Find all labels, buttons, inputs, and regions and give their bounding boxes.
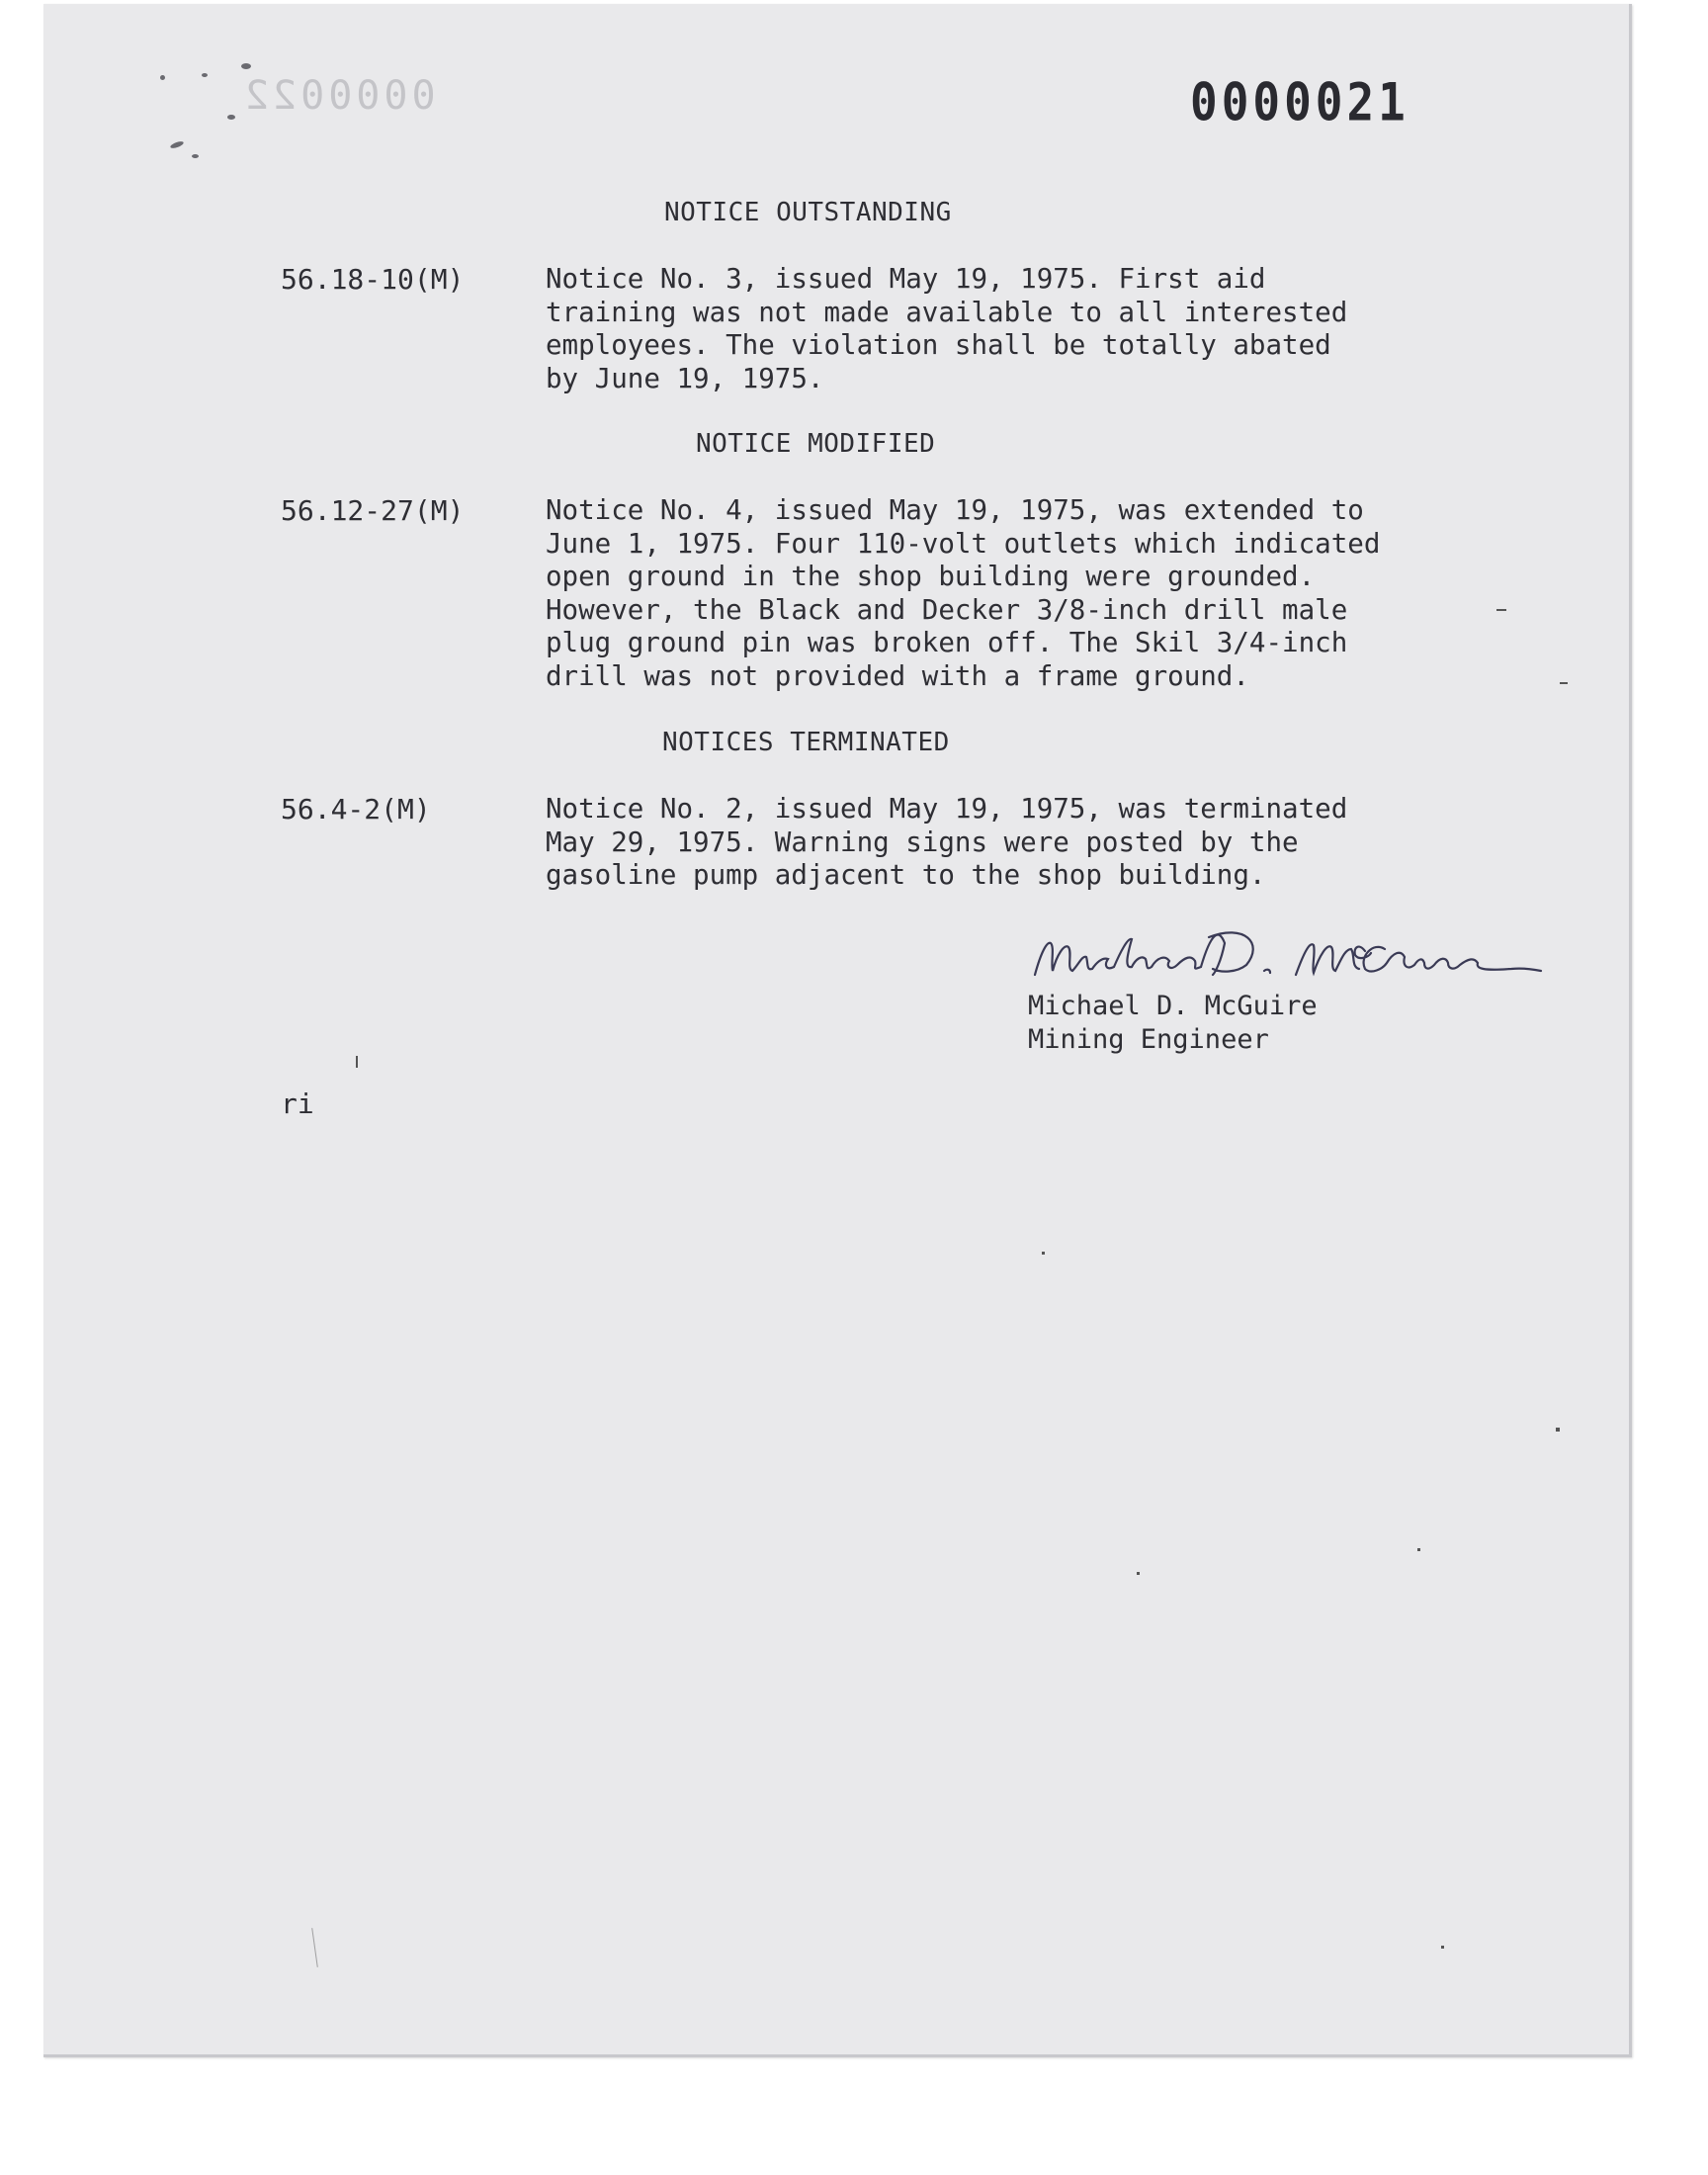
page-speck	[1042, 1252, 1045, 1255]
section-heading-terminated: NOTICES TERMINATED	[662, 728, 950, 757]
document-page	[43, 4, 1632, 2057]
section-heading-modified: NOTICE MODIFIED	[696, 429, 936, 459]
ink-smudge	[160, 75, 165, 80]
handwritten-signature	[1017, 914, 1551, 993]
section-text-terminated: Notice No. 2, issued May 19, 1975, was terminated May 29, 1975. Warning signs were posted by the gasoline pump adjacent to the shop building.	[546, 793, 1348, 892]
page-speck	[1441, 1946, 1444, 1949]
typist-initials: ri	[281, 1088, 314, 1120]
section-heading-outstanding: NOTICE OUTSTANDING	[664, 198, 952, 227]
page-speck	[356, 1056, 358, 1068]
section-text-modified: Notice No. 4, issued May 19, 1975, was extended to June 1, 1975. Four 110-volt outlets which indicated open ground in the shop building were grounded. However, the Black and Decker 3/8-inch drill male plug ground pin was broken off. The Skil 3/4-inch drill was not provided with a frame ground.	[546, 494, 1381, 692]
page-speck	[1556, 1428, 1560, 1432]
page-speck	[311, 1928, 318, 1967]
page-speck	[1137, 1572, 1140, 1575]
ink-smudge	[192, 154, 199, 158]
ink-smudge	[227, 115, 235, 120]
page-speck	[1560, 682, 1568, 684]
ink-smudge	[241, 63, 251, 69]
document-number: 0000021	[1190, 70, 1409, 133]
section-code-modified: 56.12-27(M)	[281, 494, 465, 527]
signer-name: Michael D. McGuire	[1028, 991, 1318, 1021]
ink-smudge	[202, 73, 208, 77]
section-text-outstanding: Notice No. 3, issued May 19, 1975. First aid training was not made available to all interested employees. The violation shall be totally abated by June 19, 1975.	[546, 263, 1348, 394]
signer-title: Mining Engineer	[1028, 1024, 1269, 1055]
page-speck	[1496, 609, 1506, 611]
ink-smudge	[170, 140, 185, 149]
ghost-doc-number: 0000022	[241, 73, 436, 119]
section-code-outstanding: 56.18-10(M)	[281, 263, 465, 296]
section-code-terminated: 56.4-2(M)	[281, 793, 431, 826]
page-speck	[1417, 1548, 1420, 1551]
